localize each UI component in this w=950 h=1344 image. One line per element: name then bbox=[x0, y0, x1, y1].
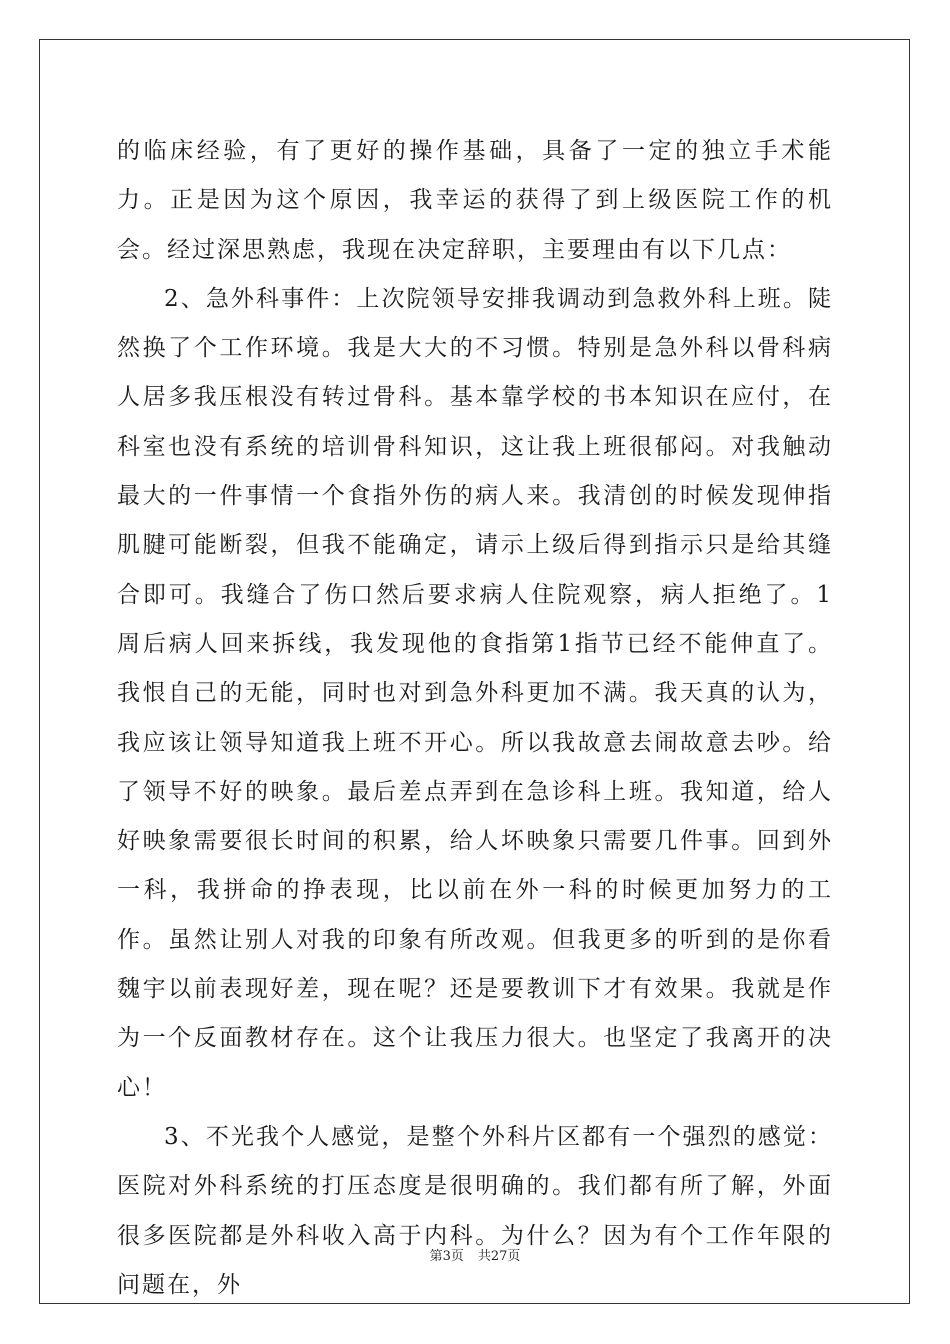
page-number: 第3页 bbox=[429, 1249, 464, 1264]
page-footer bbox=[0, 1245, 950, 1264]
document-body bbox=[117, 127, 833, 1310]
paragraph-1: 的临床经验，有了更好的操作基础，具备了一定的独立手术能力。正是因为这个原因，我幸运的获得了到上级医院工作的机会。经过深思熟虑，我现在决定辞职，主要理由有以下几点： bbox=[117, 138, 833, 263]
paragraph-2: 2、急外科事件：上次院领导安排我调动到急救外科上班。陡然换了个工作环境。我是大大的不习惯。特别是急外科以骨科病人居多我压根没有转过骨科。基本靠学校的书本知识在应付，在科室也没有系统的培训骨科知识，这让我上班很郁闷。对我触动最大的一件事情一个食指外伤的病人来。我清创的时候发现伸指肌腱可能断裂，但我不能确定，请示上级后得到指示只是给其缝合即可。我缝合了伤口然后要求病人住院观察，病人拒绝了。1周后病人回来拆线，我发现他的食指第1指节已经不能伸直了。我恨自己的无能，同时也对到急外科更加不满。我天真的认为，我应该让领导知道我上班不开心。所以我故意去闹故意去吵。给了领导不好的映象。最后差点弄到在急诊科上班。我知道，给人好映象需要很长时间的积累，给人坏映象只需要几件事。回到外一科，我拼命的挣表现，比以前在外一科的时候更加努力的工作。虽然让别人对我的印象有所改观。但我更多的听到的是你看魏宇以前表现好差，现在呢？还是要教训下才有效果。我就是作为一个反面教材存在。这个让我压力很大。也坚定了我离开的决心！ bbox=[117, 285, 833, 1101]
paragraph-3: 3、不光我个人感觉，是整个外科片区都有一个强烈的感觉：医院对外科系统的打压态度是很明确的。我们都有所了解，外面很多医院都是外科收入高于内科。为什么？因为有个工作年限的问题在，外 bbox=[117, 1123, 833, 1298]
page-total: 共27页 bbox=[477, 1249, 521, 1264]
